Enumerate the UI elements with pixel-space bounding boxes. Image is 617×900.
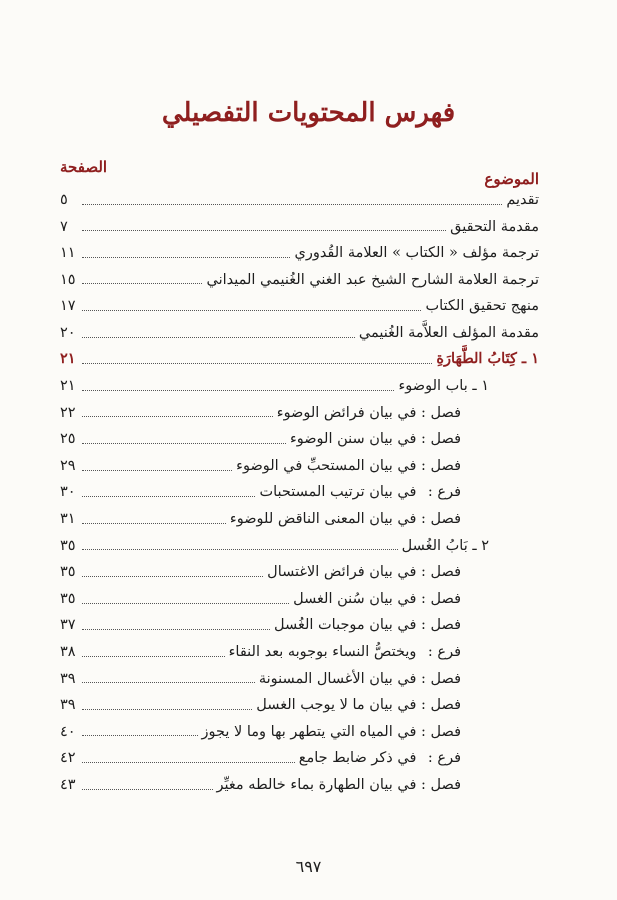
toc-entry-label — [450, 219, 539, 236]
toc-entry — [60, 740, 539, 767]
toc-entry-page: ٢٩ — [60, 457, 76, 474]
page-column-header: الصفحة — [60, 158, 108, 176]
toc-entry-page: ٢١ — [60, 378, 76, 395]
toc-entry — [60, 714, 539, 741]
toc-entry-text: ١ ـ كِتَابُ الطَّهَارَةِ — [436, 350, 539, 368]
toc-entry-label — [290, 431, 539, 448]
toc-entry-text: ترجمة مؤلف « الكتاب » العلامة القُدوري — [294, 245, 539, 262]
page-title: فهرس المحتويات التفصيلي — [161, 98, 456, 128]
toc-entry — [60, 475, 539, 502]
toc-entry-page: ٤٣ — [60, 776, 76, 793]
toc-entry-text: في بيان ترتيب المستحبات — [259, 484, 417, 501]
toc-chapter-entry — [60, 342, 539, 369]
toc-entry-label — [436, 351, 539, 368]
toc-entry-page: ٣٠ — [60, 484, 76, 501]
toc-entry-label — [425, 298, 539, 315]
toc-entry-text: في بيان ما لا يوجب الغسل — [256, 697, 417, 714]
toc-entry-page: ٢٠ — [60, 324, 76, 341]
page-number: ٦٩٧ — [295, 857, 322, 876]
toc-entry-kind: فصل : — [421, 697, 461, 714]
dot-leader — [82, 576, 263, 577]
toc-entry-label — [202, 724, 540, 741]
toc-entry-label — [277, 405, 539, 422]
toc-entry-page: ٢٥ — [60, 431, 76, 448]
dot-leader — [82, 337, 355, 338]
toc-entry-text: ويختصُّ النساء بوجوبه بعد النقاء — [228, 644, 417, 661]
toc-entry-text: ١ ـ باب الوضوء — [398, 378, 489, 395]
dot-leader — [82, 204, 502, 205]
toc-entry-page: ٧ — [60, 218, 68, 235]
toc-entry-label — [294, 245, 539, 262]
toc-entry — [60, 448, 539, 475]
dot-leader — [82, 230, 446, 231]
dot-leader — [82, 789, 213, 790]
toc-entry-text: مقدمة التحقيق — [450, 218, 539, 235]
toc-entry — [60, 368, 539, 395]
toc-entry-text: في المياه التي يتطهر بها وما لا يجوز — [201, 723, 417, 740]
toc-entry — [60, 182, 539, 209]
toc-entry — [60, 209, 539, 236]
toc-entry-kind: فرع : — [427, 484, 461, 501]
dot-leader — [82, 283, 202, 284]
toc-entry — [60, 235, 539, 262]
toc-entry-page: ٣٥ — [60, 564, 76, 581]
toc-entry-page: ١١ — [60, 245, 76, 262]
toc-entry-kind: فصل : — [421, 457, 461, 474]
toc-entry-label — [299, 750, 539, 767]
toc-entry-kind: فصل : — [421, 511, 461, 528]
toc-entry-text: تقديم — [506, 191, 539, 208]
toc-entry-page: ٢٢ — [60, 404, 76, 421]
toc-entry — [60, 528, 539, 555]
toc-entry — [60, 661, 539, 688]
dot-leader — [82, 390, 394, 391]
toc-entry-label — [230, 511, 539, 528]
toc-entry-text: مقدمة المؤلف العلاَّمة الغُنيمي — [358, 324, 539, 341]
toc-entry-label — [236, 458, 539, 475]
toc-entry-text: ٢ ـ بَابُ الغُسل — [401, 537, 489, 554]
toc-entry-text: في بيان الطهارة بماء خالطه مغيِّر — [216, 776, 417, 793]
toc-entry-label — [398, 378, 539, 395]
toc-entry-text: في بيان الأغسال المسنونة — [258, 670, 417, 687]
dot-leader — [82, 523, 226, 524]
toc-entry-page: ١٧ — [60, 298, 76, 315]
toc-entry — [60, 262, 539, 289]
toc-entry — [60, 634, 539, 661]
toc-entry-label — [274, 617, 539, 634]
dot-leader — [82, 257, 290, 258]
dot-leader — [82, 416, 273, 417]
toc-entry-kind: فرع : — [427, 750, 461, 767]
toc-entry-page: ٣٧ — [60, 617, 76, 634]
toc-entry-text: في بيان سُنن الغسل — [293, 590, 417, 607]
toc-entry-page: ٣٨ — [60, 644, 76, 661]
toc-entry-label — [217, 777, 539, 794]
dot-leader — [82, 310, 421, 311]
toc-entry-text: في بيان سنن الوضوء — [289, 431, 417, 448]
toc-entry-label — [256, 697, 539, 714]
toc-entry-page: ١٥ — [60, 271, 76, 288]
dot-leader — [82, 762, 295, 763]
toc-entry-text: في بيان المعنى الناقض للوضوء — [229, 511, 417, 528]
toc-entry-kind: فصل : — [421, 590, 461, 607]
dot-leader — [82, 549, 398, 550]
toc-entry-page: ٣١ — [60, 511, 76, 528]
toc-entry-kind: فصل : — [421, 564, 461, 581]
toc-entry — [60, 767, 539, 794]
toc-entry-kind: فصل : — [421, 404, 461, 421]
dot-leader — [82, 709, 252, 710]
toc-entry-label — [267, 564, 539, 581]
toc-entry — [60, 554, 539, 581]
toc-entry — [60, 581, 539, 608]
toc-entry — [60, 501, 539, 528]
toc-entry — [60, 395, 539, 422]
toc-entry-kind: فصل : — [421, 776, 461, 793]
toc-entry-page: ٢١ — [60, 350, 76, 368]
toc-list — [60, 182, 539, 794]
toc-entry-label — [402, 538, 539, 555]
toc-entry-kind: فصل : — [421, 617, 461, 634]
toc-entry-page: ٣٥ — [60, 537, 76, 554]
toc-entry-label — [229, 644, 539, 661]
toc-entry-page: ٥ — [60, 191, 68, 208]
toc-entry — [60, 608, 539, 635]
toc-entry-label — [359, 325, 539, 342]
toc-entry-kind: فصل : — [421, 670, 461, 687]
toc-entry-page: ٤٠ — [60, 723, 76, 740]
dot-leader — [82, 363, 432, 364]
topic-column-header: الموضوع — [484, 170, 539, 188]
toc-entry — [60, 687, 539, 714]
toc-entry-page: ٣٩ — [60, 697, 76, 714]
dot-leader — [82, 682, 255, 683]
dot-leader — [82, 629, 270, 630]
toc-entry — [60, 288, 539, 315]
dot-leader — [82, 735, 198, 736]
toc-entry-page: ٤٢ — [60, 750, 76, 767]
toc-entry — [60, 421, 539, 448]
dot-leader — [82, 603, 289, 604]
toc-entry-text: في بيان فرائض الاغتسال — [267, 564, 417, 581]
toc-entry-text: ترجمة العلامة الشارح الشيخ عبد الغني الغُنيمي الميداني — [206, 271, 539, 288]
toc-entry-page: ٣٩ — [60, 670, 76, 687]
toc-entry-kind: فصل : — [421, 431, 461, 448]
toc-entry-label — [506, 192, 539, 209]
toc-entry-text: في بيان المستحبِّ في الوضوء — [236, 457, 417, 474]
dot-leader — [82, 470, 232, 471]
toc-entry-kind: فصل : — [421, 723, 461, 740]
toc-entry-text: في بيان فرائض الوضوء — [276, 404, 417, 421]
toc-entry-text: منهج تحقيق الكتاب — [425, 298, 539, 315]
dot-leader — [82, 443, 286, 444]
toc-entry-label — [259, 484, 539, 501]
toc-entry-text: في ذكر ضابط جامع — [298, 750, 417, 767]
dot-leader — [82, 656, 225, 657]
dot-leader — [82, 496, 255, 497]
toc-entry-page: ٣٥ — [60, 590, 76, 607]
toc-entry-kind: فرع : — [427, 644, 461, 661]
toc-entry — [60, 315, 539, 342]
toc-entry-label — [206, 272, 539, 289]
toc-entry-label — [259, 671, 539, 688]
toc-entry-label — [293, 591, 539, 608]
toc-entry-text: في بيان موجبات الغُسل — [274, 617, 417, 634]
